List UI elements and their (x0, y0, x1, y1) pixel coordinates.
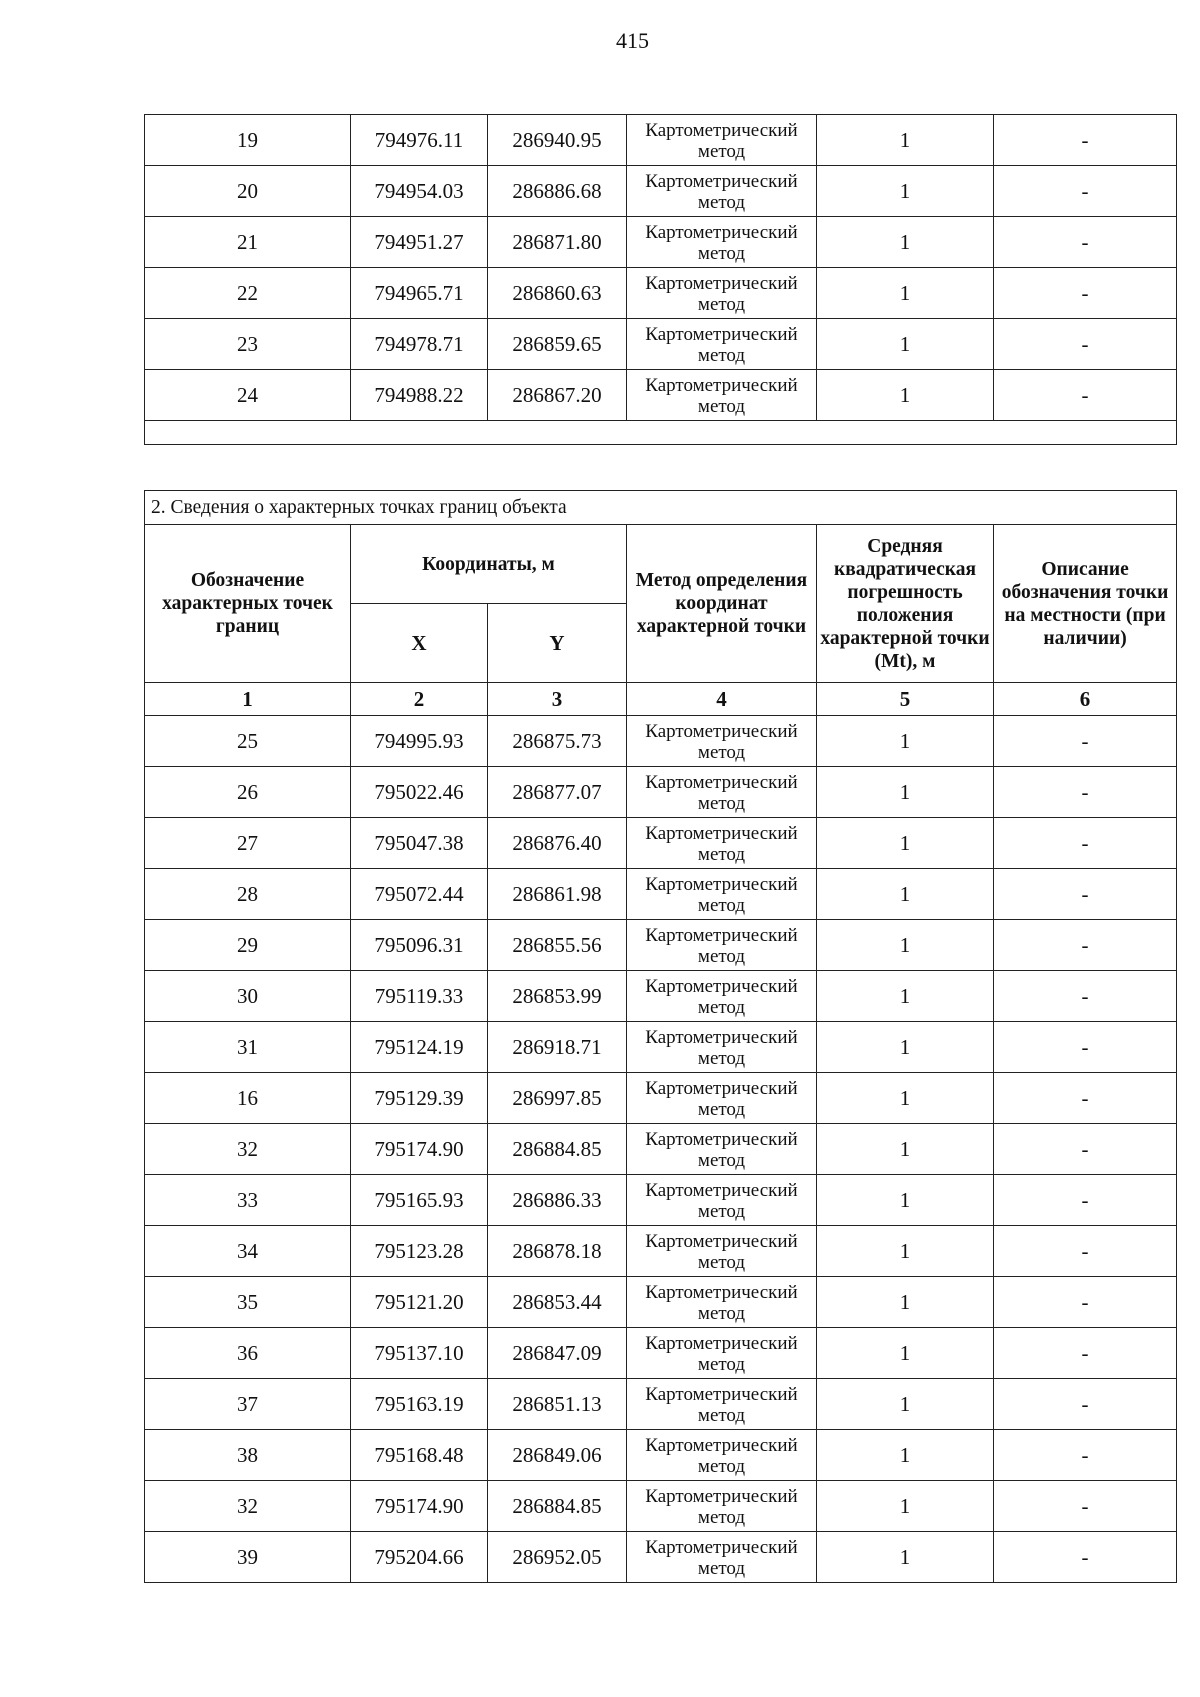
accuracy-cell: 1 (817, 1226, 994, 1277)
accuracy-cell: 1 (817, 1073, 994, 1124)
y-coordinate-cell: 286859.65 (488, 319, 627, 370)
accuracy-cell: 1 (817, 1481, 994, 1532)
table-row (145, 1481, 1177, 1532)
header-y: Y (488, 604, 627, 683)
point-id-cell: 25 (145, 716, 351, 767)
y-coordinate-cell: 286997.85 (488, 1073, 627, 1124)
description-cell: - (994, 115, 1177, 166)
table-row (145, 1226, 1177, 1277)
accuracy-cell: 1 (817, 1175, 994, 1226)
description-cell: - (994, 166, 1177, 217)
description-cell: - (994, 319, 1177, 370)
point-id-cell: 34 (145, 1226, 351, 1277)
description-cell: - (994, 818, 1177, 869)
top-table-body (145, 115, 1177, 421)
table-caption-row (145, 491, 1177, 525)
x-coordinate-cell: 794954.03 (351, 166, 488, 217)
x-coordinate-cell: 795174.90 (351, 1481, 488, 1532)
method-cell: Картометрический метод (627, 1328, 817, 1379)
method-cell: Картометрический метод (627, 1481, 817, 1532)
description-cell: - (994, 1226, 1177, 1277)
description-cell: - (994, 920, 1177, 971)
y-coordinate-cell: 286875.73 (488, 716, 627, 767)
column-number: 1 (145, 683, 351, 716)
y-coordinate-cell: 286918.71 (488, 1022, 627, 1073)
y-coordinate-cell: 286952.05 (488, 1532, 627, 1583)
table-row (145, 716, 1177, 767)
x-coordinate-cell: 794976.11 (351, 115, 488, 166)
table-row (145, 268, 1177, 319)
header-row (145, 525, 1177, 604)
y-coordinate-cell: 286851.13 (488, 1379, 627, 1430)
description-cell: - (994, 1430, 1177, 1481)
description-cell: - (994, 1175, 1177, 1226)
point-id-cell: 20 (145, 166, 351, 217)
column-number: 2 (351, 683, 488, 716)
accuracy-cell: 1 (817, 115, 994, 166)
table-row (145, 1277, 1177, 1328)
method-cell: Картометрический метод (627, 1073, 817, 1124)
description-cell: - (994, 1022, 1177, 1073)
x-coordinate-cell: 795123.28 (351, 1226, 488, 1277)
x-coordinate-cell: 794965.71 (351, 268, 488, 319)
method-cell: Картометрический метод (627, 1124, 817, 1175)
x-coordinate-cell: 794995.93 (351, 716, 488, 767)
table-row (145, 319, 1177, 370)
column-number: 5 (817, 683, 994, 716)
table-row (145, 1532, 1177, 1583)
accuracy-cell: 1 (817, 319, 994, 370)
method-cell: Картометрический метод (627, 115, 817, 166)
description-cell: - (994, 1124, 1177, 1175)
accuracy-cell: 1 (817, 1124, 994, 1175)
point-id-cell: 33 (145, 1175, 351, 1226)
table-row (145, 971, 1177, 1022)
point-id-cell: 31 (145, 1022, 351, 1073)
y-coordinate-cell: 286871.80 (488, 217, 627, 268)
accuracy-cell: 1 (817, 1379, 994, 1430)
accuracy-cell: 1 (817, 1277, 994, 1328)
y-coordinate-cell: 286847.09 (488, 1328, 627, 1379)
accuracy-cell: 1 (817, 920, 994, 971)
method-cell: Картометрический метод (627, 1532, 817, 1583)
method-cell: Картометрический метод (627, 920, 817, 971)
x-coordinate-cell: 795168.48 (351, 1430, 488, 1481)
table-row (145, 1124, 1177, 1175)
description-cell: - (994, 1481, 1177, 1532)
header-error: Средняя квадратическая погрешность положения характерной точки (Mt), м (817, 525, 994, 683)
method-cell: Картометрический метод (627, 971, 817, 1022)
description-cell: - (994, 1277, 1177, 1328)
accuracy-cell: 1 (817, 767, 994, 818)
column-number: 3 (488, 683, 627, 716)
y-coordinate-cell: 286867.20 (488, 370, 627, 421)
x-coordinate-cell: 795137.10 (351, 1328, 488, 1379)
x-coordinate-cell: 795165.93 (351, 1175, 488, 1226)
description-cell: - (994, 268, 1177, 319)
method-cell: Картометрический метод (627, 1175, 817, 1226)
method-cell: Картометрический метод (627, 1226, 817, 1277)
header-method: Метод определения координат характерной точки (627, 525, 817, 683)
accuracy-cell: 1 (817, 217, 994, 268)
description-cell: - (994, 971, 1177, 1022)
page-number: 415 (616, 28, 649, 53)
table-row (145, 1175, 1177, 1226)
point-id-cell: 37 (145, 1379, 351, 1430)
method-cell: Картометрический метод (627, 818, 817, 869)
point-id-cell: 21 (145, 217, 351, 268)
accuracy-cell: 1 (817, 1532, 994, 1583)
accuracy-cell: 1 (817, 716, 994, 767)
x-coordinate-cell: 795204.66 (351, 1532, 488, 1583)
table-row (145, 1379, 1177, 1430)
header-coordinates: Координаты, м (351, 525, 627, 604)
accuracy-cell: 1 (817, 1022, 994, 1073)
method-cell: Картометрический метод (627, 1430, 817, 1481)
description-cell: - (994, 217, 1177, 268)
y-coordinate-cell: 286878.18 (488, 1226, 627, 1277)
point-id-cell: 19 (145, 115, 351, 166)
x-coordinate-cell: 795096.31 (351, 920, 488, 971)
point-id-cell: 32 (145, 1124, 351, 1175)
column-number: 6 (994, 683, 1177, 716)
accuracy-cell: 1 (817, 818, 994, 869)
x-coordinate-cell: 795119.33 (351, 971, 488, 1022)
accuracy-cell: 1 (817, 370, 994, 421)
table-row (145, 1328, 1177, 1379)
table-row (145, 920, 1177, 971)
boundary-points-table (144, 490, 1177, 1583)
empty-row (145, 421, 1177, 445)
y-coordinate-cell: 286853.99 (488, 971, 627, 1022)
description-cell: - (994, 1328, 1177, 1379)
method-cell: Картометрический метод (627, 217, 817, 268)
description-cell: - (994, 1532, 1177, 1583)
x-coordinate-cell: 795129.39 (351, 1073, 488, 1124)
table-row (145, 1022, 1177, 1073)
description-cell: - (994, 1379, 1177, 1430)
description-cell: - (994, 767, 1177, 818)
empty-cell (145, 421, 1177, 445)
y-coordinate-cell: 286886.68 (488, 166, 627, 217)
x-coordinate-cell: 794951.27 (351, 217, 488, 268)
point-id-cell: 30 (145, 971, 351, 1022)
point-id-cell: 26 (145, 767, 351, 818)
method-cell: Картометрический метод (627, 1022, 817, 1073)
method-cell: Картометрический метод (627, 716, 817, 767)
method-cell: Картометрический метод (627, 869, 817, 920)
x-coordinate-cell: 794978.71 (351, 319, 488, 370)
point-id-cell: 32 (145, 1481, 351, 1532)
x-coordinate-cell: 795124.19 (351, 1022, 488, 1073)
y-coordinate-cell: 286884.85 (488, 1481, 627, 1532)
main-table-body (145, 716, 1177, 1583)
table-caption: 2. Сведения о характерных точках границ объекта (145, 491, 1177, 525)
point-id-cell: 22 (145, 268, 351, 319)
x-coordinate-cell: 795047.38 (351, 818, 488, 869)
x-coordinate-cell: 794988.22 (351, 370, 488, 421)
point-id-cell: 39 (145, 1532, 351, 1583)
table-row (145, 869, 1177, 920)
description-cell: - (994, 869, 1177, 920)
y-coordinate-cell: 286853.44 (488, 1277, 627, 1328)
method-cell: Картометрический метод (627, 166, 817, 217)
description-cell: - (994, 1073, 1177, 1124)
accuracy-cell: 1 (817, 166, 994, 217)
header-description: Описание обозначения точки на местности (при наличии) (994, 525, 1177, 683)
point-id-cell: 16 (145, 1073, 351, 1124)
accuracy-cell: 1 (817, 869, 994, 920)
method-cell: Картометрический метод (627, 268, 817, 319)
y-coordinate-cell: 286884.85 (488, 1124, 627, 1175)
header-x: X (351, 604, 488, 683)
point-id-cell: 27 (145, 818, 351, 869)
method-cell: Картометрический метод (627, 319, 817, 370)
point-id-cell: 38 (145, 1430, 351, 1481)
point-id-cell: 35 (145, 1277, 351, 1328)
header-designation: Обозначение характерных точек границ (145, 525, 351, 683)
point-id-cell: 24 (145, 370, 351, 421)
description-cell: - (994, 716, 1177, 767)
y-coordinate-cell: 286877.07 (488, 767, 627, 818)
y-coordinate-cell: 286849.06 (488, 1430, 627, 1481)
column-number-row (145, 683, 1177, 716)
y-coordinate-cell: 286940.95 (488, 115, 627, 166)
y-coordinate-cell: 286886.33 (488, 1175, 627, 1226)
table-row (145, 217, 1177, 268)
point-id-cell: 23 (145, 319, 351, 370)
method-cell: Картометрический метод (627, 767, 817, 818)
method-cell: Картометрический метод (627, 370, 817, 421)
point-id-cell: 28 (145, 869, 351, 920)
accuracy-cell: 1 (817, 1430, 994, 1481)
top-coordinates-table (144, 114, 1177, 445)
method-cell: Картометрический метод (627, 1277, 817, 1328)
x-coordinate-cell: 795072.44 (351, 869, 488, 920)
point-id-cell: 36 (145, 1328, 351, 1379)
accuracy-cell: 1 (817, 971, 994, 1022)
table-row (145, 1430, 1177, 1481)
y-coordinate-cell: 286876.40 (488, 818, 627, 869)
y-coordinate-cell: 286861.98 (488, 869, 627, 920)
x-coordinate-cell: 795174.90 (351, 1124, 488, 1175)
table-row (145, 166, 1177, 217)
description-cell: - (994, 370, 1177, 421)
y-coordinate-cell: 286860.63 (488, 268, 627, 319)
method-cell: Картометрический метод (627, 1379, 817, 1430)
table-row (145, 115, 1177, 166)
point-id-cell: 29 (145, 920, 351, 971)
column-number: 4 (627, 683, 817, 716)
x-coordinate-cell: 795163.19 (351, 1379, 488, 1430)
table-row (145, 818, 1177, 869)
accuracy-cell: 1 (817, 1328, 994, 1379)
y-coordinate-cell: 286855.56 (488, 920, 627, 971)
table-row (145, 370, 1177, 421)
table-row (145, 767, 1177, 818)
accuracy-cell: 1 (817, 268, 994, 319)
table-row (145, 1073, 1177, 1124)
x-coordinate-cell: 795022.46 (351, 767, 488, 818)
x-coordinate-cell: 795121.20 (351, 1277, 488, 1328)
